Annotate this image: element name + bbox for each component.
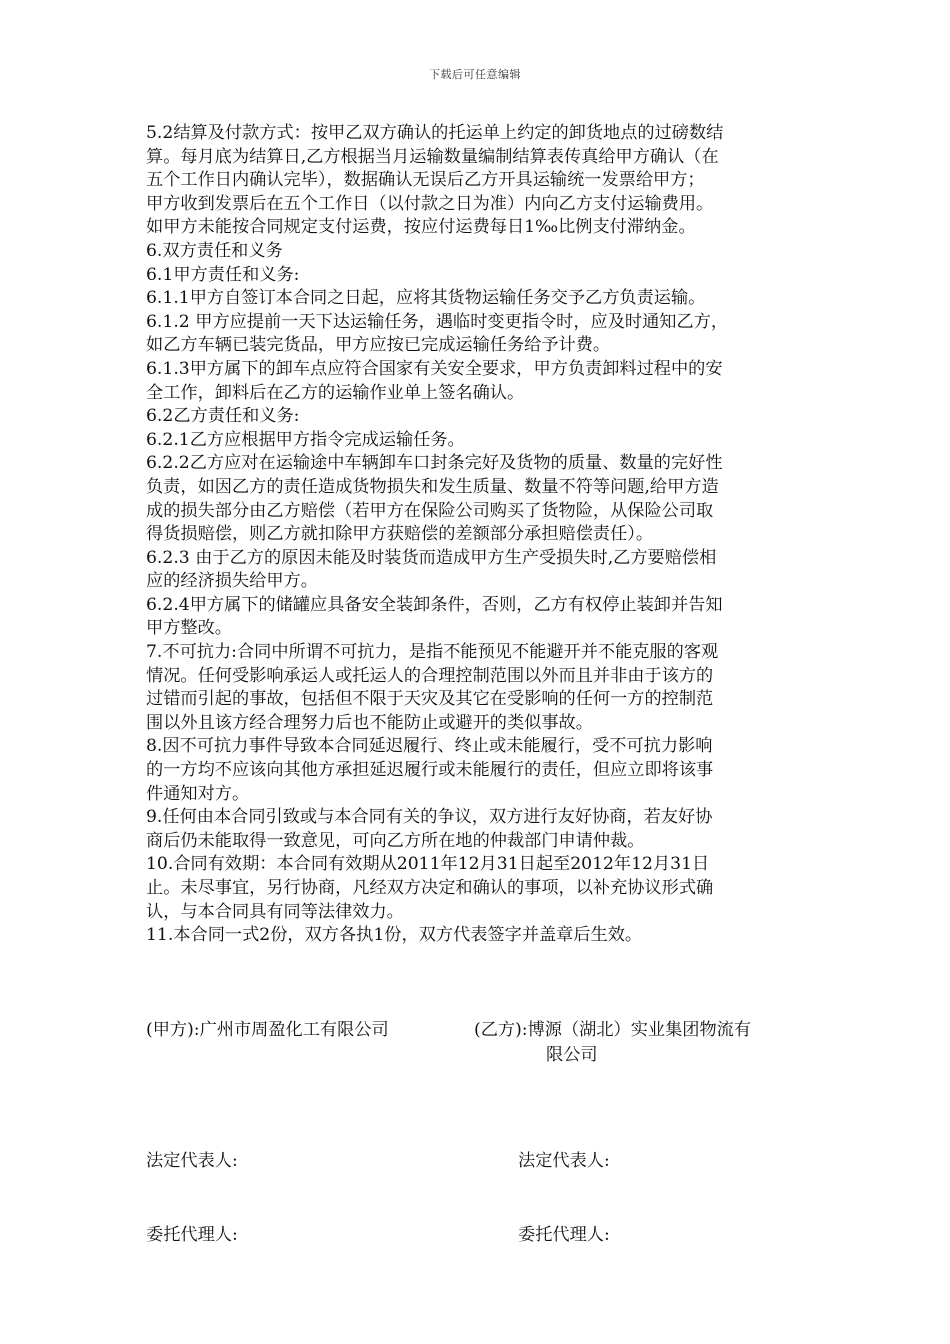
text-line: 五个工作日内确认完毕），数据确认无误后乙方开具运输统一发票给甲方； [146, 170, 705, 191]
text-line: 得货损赔偿，则乙方就扣除甲方获赔偿的差额部分承担赔偿责任）。 [146, 524, 654, 545]
text-line: 甲方收到发票后在五个工作日（以付款之日为准）内向乙方支付运输费用。 [146, 193, 714, 214]
text-line: 6.1.2 甲方应提前一天下达运输任务，遇临时变更指令时，应及时通知乙方， [146, 311, 729, 332]
text-line: 负责，如因乙方的责任造成货物损失和发生质量、数量不符等问题,给甲方造 [146, 476, 719, 497]
text-line: 认，与本合同具有同等法律效力。 [146, 901, 404, 922]
text-line: 情况。任何受影响承运人或托运人的合理控制范围以外而且并非由于该方的 [146, 665, 714, 686]
text-line: 商后仍未能取得一致意见，可向乙方所在地的仲裁部门申请仲裁。 [146, 830, 645, 851]
text-line: 如甲方未能按合同规定支付运费，按应付运费每日1‰比例支付滞纳金。 [146, 217, 696, 238]
text-line: 6.双方责任和义务 [146, 240, 283, 261]
text-line: 围以外且该方经合理努力后也不能防止或避开的类似事故。 [146, 712, 593, 733]
text-line: 成的损失部分由乙方赔偿（若甲方在保险公司购买了货物险，从保险公司取 [146, 500, 714, 521]
text-line: 8.因不可抗力事件导致本合同延迟履行、终止或未能履行，受不可抗力影响 [146, 736, 713, 757]
text-line: 10.合同有效期：本合同有效期从2011年12月31日起至2012年12月31日 [146, 854, 710, 875]
text-line: 的一方均不应该向其他方承担延迟履行或未能履行的责任，但应立即将该事 [146, 760, 714, 781]
text-line: 11.本合同一式2份，双方各执1份，双方代表签字并盖章后生效。 [146, 925, 643, 946]
agent-b-label: 委托代理人: [518, 1225, 610, 1245]
text-line: 6.2.2乙方应对在运输途中车辆卸车口封条完好及货物的质量、数量的完好性 [146, 453, 723, 474]
text-line: 应的经济损失给甲方。 [146, 571, 318, 592]
text-line: 6.1.1甲方自签订本合同之日起，应将其货物运输任务交予乙方负责运输。 [146, 288, 706, 309]
contract-body [146, 122, 806, 948]
legal-rep-b-label: 法定代表人: [518, 1151, 610, 1171]
text-line: 件通知对方。 [146, 783, 250, 804]
text-line: 过错而引起的事故，包括但不限于天灾及其它在受影响的任何一方的控制范 [146, 689, 714, 710]
text-line: 6.2乙方责任和义务: [146, 406, 300, 427]
text-line: 算。每月底为结算日,乙方根据当月运输数量编制结算表传真给甲方确认（在 [146, 146, 719, 167]
text-line: 6.2.4甲方属下的储罐应具备安全装卸条件，否则，乙方有权停止装卸并告知 [146, 594, 723, 615]
text-line: 止。未尽事宜，另行协商，凡经双方决定和确认的事项，以补充协议形式确 [146, 878, 714, 898]
party-b-name: (乙方):博源（湖北）实业集团物流有 [474, 1020, 752, 1040]
text-line: 6.2.1乙方应根据甲方指令完成运输任务。 [146, 429, 465, 450]
text-line: 9.任何由本合同引致或与本合同有关的争议，双方进行友好协商，若友好协 [146, 807, 713, 828]
text-line: 如乙方车辆已装完货品，甲方应按已完成运输任务给予计费。 [146, 335, 611, 356]
text-line: 全工作，卸料后在乙方的运输作业单上签名确认。 [146, 382, 525, 403]
agent-a-label: 委托代理人: [146, 1225, 238, 1245]
text-line: 6.1甲方责任和义务: [146, 264, 300, 285]
party-b-name-continued: 限公司 [546, 1045, 598, 1065]
text-line: 甲方整改。 [146, 618, 232, 639]
page-header: 下载后可任意编辑 [429, 68, 521, 81]
text-line: 7.不可抗力:合同中所谓不可抗力，是指不能预见不能避开并不能克服的客观 [146, 642, 719, 663]
text-line: 6.1.3甲方属下的卸车点应符合国家有关安全要求，甲方负责卸料过程中的安 [146, 358, 723, 379]
text-line: 5.2结算及付款方式：按甲乙双方确认的托运单上约定的卸货地点的过磅数结 [146, 123, 724, 143]
text-line: 6.2.3 由于乙方的原因未能及时装货而造成甲方生产受损失时,乙方要赔偿相 [146, 547, 717, 568]
legal-rep-a-label: 法定代表人: [146, 1151, 238, 1171]
party-a-name: (甲方):广州市周盈化工有限公司 [146, 1020, 389, 1040]
